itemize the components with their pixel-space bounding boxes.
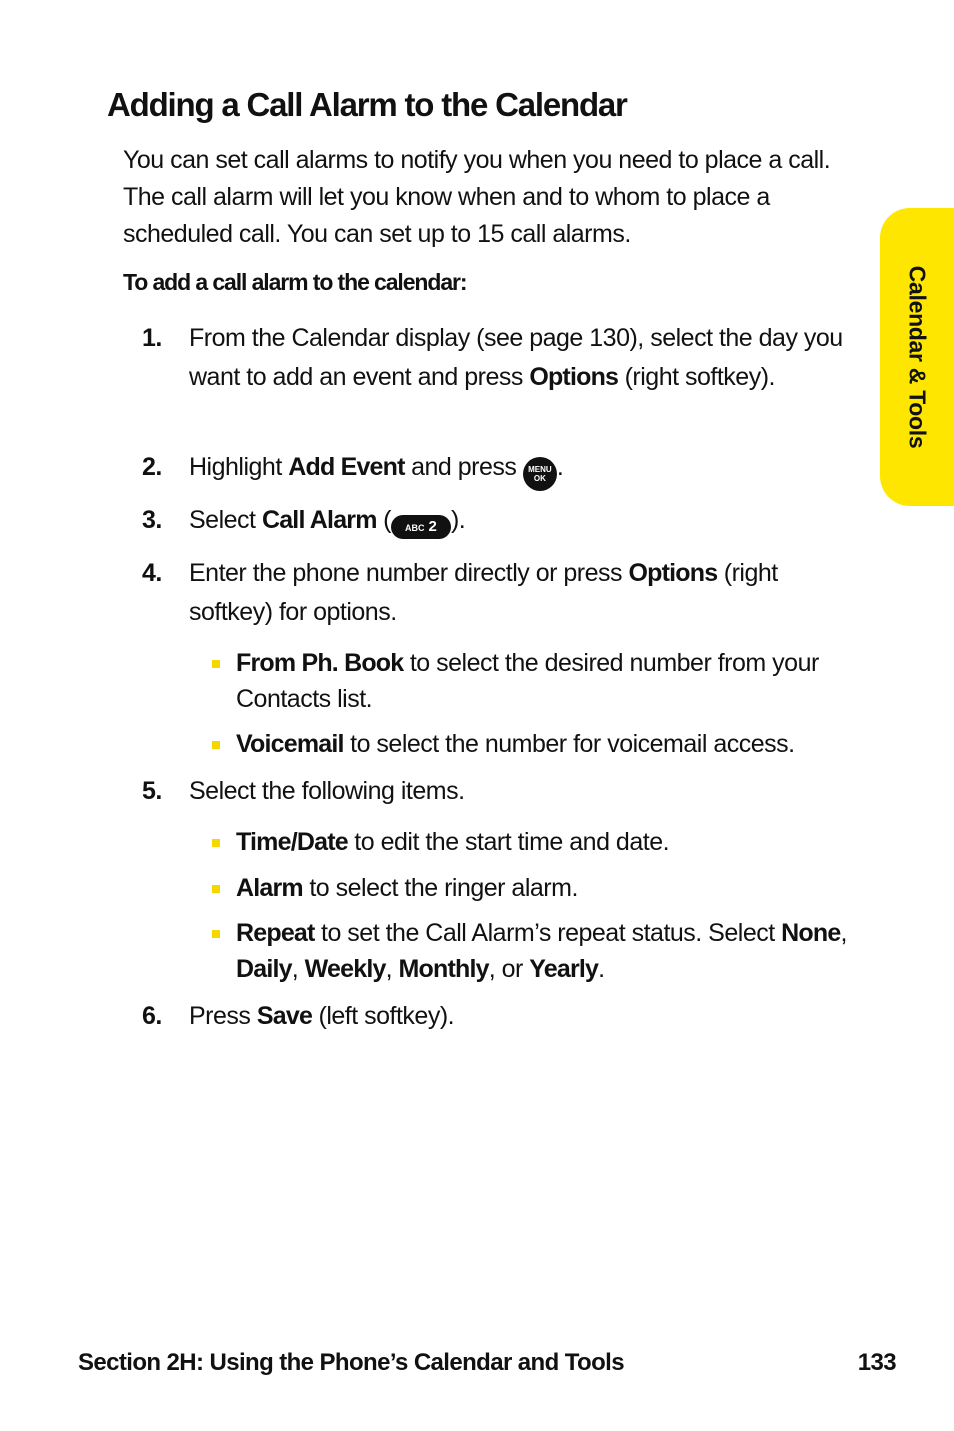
- step-2: [142, 448, 861, 491]
- separator-text: , or: [488, 955, 530, 983]
- page-title: Adding a Call Alarm to the Calendar: [107, 86, 627, 123]
- bullet-text: to select the number for voicemail access.: [343, 730, 795, 758]
- abc-key-small-text: ABC: [405, 523, 425, 533]
- abc-2-key-icon: [391, 515, 451, 539]
- step-text: (right softkey).: [618, 363, 775, 391]
- step-text: Select: [189, 506, 262, 534]
- section-side-tab: [880, 208, 954, 506]
- bullet-square-icon: [212, 839, 220, 847]
- menu-key-bottom-text: OK: [533, 474, 546, 483]
- page-footer: [78, 1349, 896, 1377]
- step-4: [142, 554, 861, 632]
- bullet-text: to set the Call Alarm’s repeat status. Select: [314, 919, 782, 947]
- bullet-term: From Ph. Book: [236, 649, 404, 677]
- bullet-term: Repeat: [236, 919, 315, 947]
- bullet-square-icon: [212, 885, 220, 893]
- step-number: 4.: [142, 559, 162, 587]
- step-text: From the Calendar display (see page 130), select the day you want to add an event and press: [189, 324, 843, 391]
- side-tab-label: Calendar & Tools: [904, 265, 931, 449]
- step-text: (: [376, 506, 391, 534]
- separator-text: ,: [840, 919, 847, 947]
- bullet-text: to select the ringer alarm.: [302, 874, 578, 902]
- step-3: [142, 501, 861, 540]
- bullet-item: [236, 915, 861, 987]
- bullet-square-icon: [212, 741, 220, 749]
- repeat-option: Monthly: [398, 955, 489, 983]
- step-text: ).: [450, 506, 466, 534]
- step-1: [142, 319, 861, 397]
- abc-key-digit: 2: [428, 518, 437, 535]
- repeat-option: None: [781, 919, 841, 947]
- procedure-heading: To add a call alarm to the calendar:: [123, 269, 467, 295]
- call-alarm-label: Call Alarm: [261, 506, 377, 534]
- separator-text: .: [598, 955, 605, 983]
- bullet-item: [236, 824, 861, 860]
- step-number: 1.: [142, 324, 162, 352]
- step-number: 3.: [142, 506, 162, 534]
- step-number: 5.: [142, 777, 162, 805]
- intro-paragraph: You can set call alarms to notify you when you need to place a call. The call alarm will let you know when and to whom to place a scheduled call. You can set up to 15 call alarms.: [123, 146, 831, 248]
- save-key-label: Save: [256, 1002, 313, 1030]
- add-event-label: Add Event: [288, 453, 405, 481]
- bullet-term: Voicemail: [236, 730, 344, 758]
- footer-section-title: Section 2H: Using the Phone’s Calendar and Tools: [78, 1349, 624, 1376]
- bullet-text: to select the desired number from your Contacts list.: [236, 649, 819, 713]
- step-number: 2.: [142, 453, 162, 481]
- step-text: .: [556, 453, 564, 481]
- step-number: 6.: [142, 1002, 162, 1030]
- step-6: [142, 997, 861, 1036]
- bullet-term: Alarm: [236, 874, 303, 902]
- repeat-option: Yearly: [529, 955, 599, 983]
- page-number: 133: [857, 1349, 896, 1376]
- bullet-square-icon: [212, 930, 220, 938]
- bullet-term: Time/Date: [236, 828, 348, 856]
- options-key-label: Options: [529, 363, 619, 391]
- menu-ok-key-icon: [523, 457, 557, 491]
- bullet-item: [236, 726, 861, 762]
- menu-key-top-text: MENU: [528, 465, 552, 474]
- step-5: [142, 772, 861, 811]
- step-text: Highlight: [189, 453, 289, 481]
- separator-text: ,: [385, 955, 399, 983]
- repeat-option: Weekly: [304, 955, 386, 983]
- repeat-option: Daily: [236, 955, 292, 983]
- step-text: Select the following items.: [189, 777, 465, 805]
- step-text: and press: [404, 453, 523, 481]
- bullet-text: to edit the start time and date.: [347, 828, 670, 856]
- step-text: (right softkey) for options.: [189, 559, 778, 626]
- step-text: Enter the phone number directly or press: [189, 559, 629, 587]
- step-text: Press: [189, 1002, 257, 1030]
- step-text: (left softkey).: [312, 1002, 455, 1030]
- bullet-square-icon: [212, 660, 220, 668]
- bullet-item: [236, 645, 861, 717]
- bullet-item: [236, 870, 861, 906]
- options-key-label: Options: [628, 559, 718, 587]
- separator-text: ,: [291, 955, 305, 983]
